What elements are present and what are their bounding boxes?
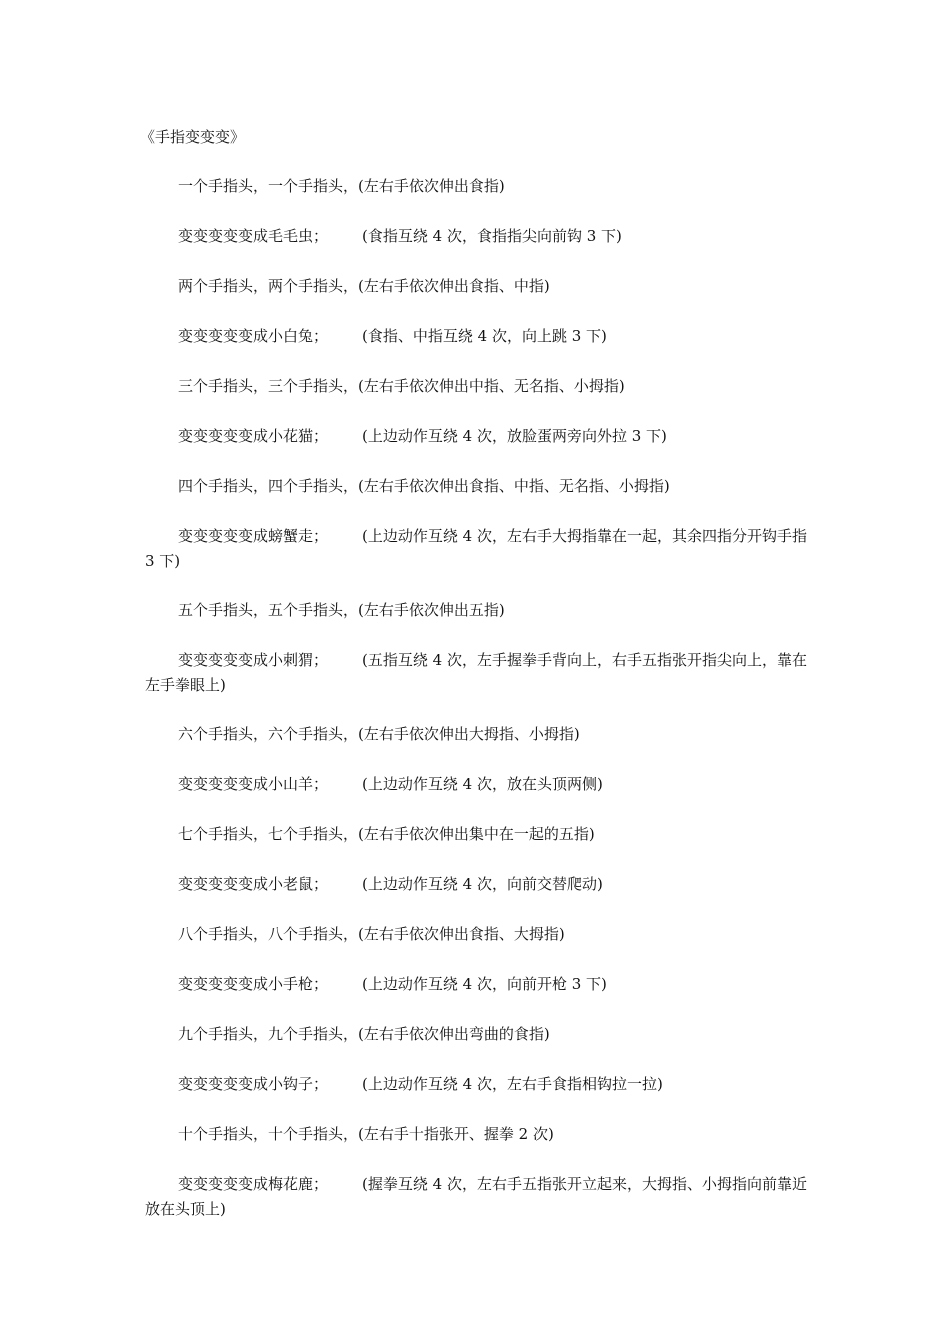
lyric-text: 六个手指头，六个手指头，	[178, 725, 359, 743]
lyric-text: 七个手指头，七个手指头，	[178, 825, 359, 843]
document-title: 《手指变变变》	[140, 128, 246, 146]
lyric-text: 变变变变变成小花猫；	[178, 427, 329, 445]
paragraph	[145, 374, 810, 399]
lyric-text: 变变变变变成小钩子；	[178, 1075, 329, 1093]
lyric-text: 变变变变变成小刺猬；	[178, 651, 329, 669]
action-text: (左右手依次伸出集中在一起的五指)	[358, 825, 595, 843]
action-text: (食指、中指互绕 4 次，向上跳 3 下)	[362, 327, 607, 345]
action-text: (上边动作互绕 4 次，向前开枪 3 下)	[362, 975, 607, 993]
lyric-text: 五个手指头，五个手指头，	[178, 601, 359, 619]
lyric-text: 八个手指头，八个手指头，	[178, 925, 359, 943]
paragraph	[145, 822, 810, 847]
paragraph	[145, 872, 810, 897]
lyric-text: 变变变变变成小老鼠；	[178, 875, 329, 893]
lyric-text: 九个手指头，九个手指头，	[178, 1025, 359, 1043]
lyric-text: 变变变变变成螃蟹走；	[178, 527, 329, 545]
action-text: (左右手依次伸出食指、大拇指)	[358, 925, 565, 943]
lyric-text: 一个手指头，一个手指头，	[178, 177, 359, 195]
lyric-text: 变变变变变成小白兔；	[178, 327, 329, 345]
lyric-text: 变变变变变成梅花鹿；	[178, 1175, 329, 1193]
action-text: (五指互绕 4 次，左手握拳手背向上，右手五指张开指尖向上，靠在左手拳眼上)	[145, 651, 807, 694]
lyric-text: 变变变变变成小山羊；	[178, 775, 329, 793]
paragraph	[145, 424, 810, 449]
paragraph	[145, 1022, 810, 1047]
paragraph	[145, 1172, 810, 1222]
action-text: (左右手依次伸出大拇指、小拇指)	[358, 725, 580, 743]
paragraph	[145, 1122, 810, 1147]
action-text: (上边动作互绕 4 次，左右手食指相钩拉一拉)	[362, 1075, 663, 1093]
paragraph	[145, 922, 810, 947]
paragraph	[145, 524, 810, 574]
action-text: (左右手依次伸出食指、中指)	[358, 277, 550, 295]
paragraph	[145, 598, 810, 623]
action-text: (左右手依次伸出食指、中指、无名指、小拇指)	[358, 477, 670, 495]
action-text: (上边动作互绕 4 次，左右手大拇指靠在一起，其余四指分开钩手指 3 下)	[145, 527, 807, 570]
paragraph	[145, 274, 810, 299]
action-text: (握拳互绕 4 次，左右手五指张开立起来，大拇指、小拇指向前靠近放在头顶上)	[145, 1175, 807, 1218]
paragraph	[145, 224, 810, 249]
paragraph	[145, 324, 810, 349]
action-text: (上边动作互绕 4 次，放脸蛋两旁向外拉 3 下)	[362, 427, 667, 445]
paragraph	[145, 1072, 810, 1097]
lyric-text: 十个手指头，十个手指头，	[178, 1125, 359, 1143]
paragraph	[145, 972, 810, 997]
paragraph	[145, 174, 810, 199]
action-text: (左右手十指张开、握拳 2 次)	[358, 1125, 554, 1143]
lyric-text: 三个手指头，三个手指头，	[178, 377, 359, 395]
paragraph	[145, 722, 810, 747]
paragraph	[145, 648, 810, 698]
action-text: (左右手依次伸出食指)	[358, 177, 505, 195]
paragraph	[145, 772, 810, 797]
action-text: (上边动作互绕 4 次，向前交替爬动)	[362, 875, 603, 893]
action-text: (左右手依次伸出中指、无名指、小拇指)	[358, 377, 625, 395]
lyric-text: 变变变变变成毛毛虫；	[178, 227, 329, 245]
action-text: (左右手依次伸出弯曲的食指)	[358, 1025, 550, 1043]
lyric-text: 变变变变变成小手枪；	[178, 975, 329, 993]
action-text: (上边动作互绕 4 次，放在头顶两侧)	[362, 775, 603, 793]
lyric-text: 两个手指头，两个手指头，	[178, 277, 359, 295]
action-text: (食指互绕 4 次，食指指尖向前钩 3 下)	[362, 227, 622, 245]
paragraph	[145, 474, 810, 499]
lyric-text: 四个手指头，四个手指头，	[178, 477, 359, 495]
action-text: (左右手依次伸出五指)	[358, 601, 505, 619]
